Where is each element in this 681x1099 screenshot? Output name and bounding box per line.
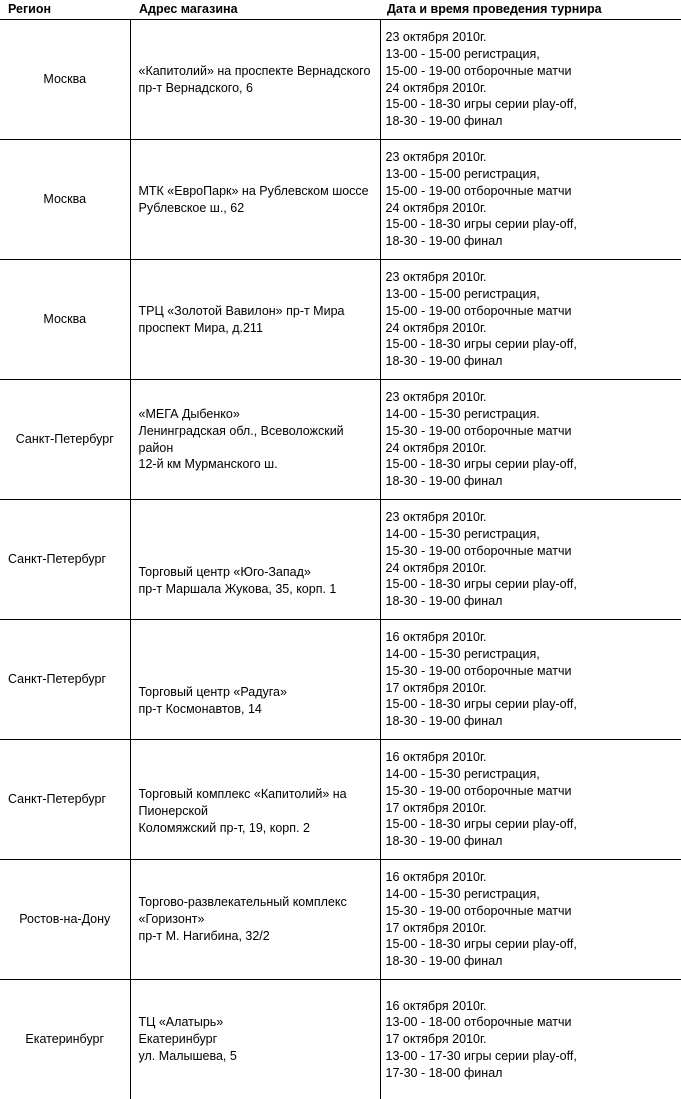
schedule-line: 15-00 - 18-30 игры серии play-off,	[386, 576, 681, 593]
schedule-line: 15-30 - 19-00 отборочные матчи	[386, 783, 681, 800]
schedule-line: 16 октября 2010г.	[386, 998, 681, 1015]
schedule-line: 24 октября 2010г.	[386, 560, 681, 577]
address-line: Торгово-развлекательный комплекс «Горизонт»	[139, 894, 374, 927]
region-text: Москва	[43, 72, 86, 86]
schedule-line: 15-00 - 19-00 отборочные матчи	[386, 303, 681, 320]
schedule-line: 23 октября 2010г.	[386, 509, 681, 526]
schedule-line: 13-00 - 15-00 регистрация,	[386, 166, 681, 183]
column-header-schedule: Дата и время проведения турнира	[387, 0, 602, 19]
address-line: «МЕГА Дыбенко»	[139, 406, 374, 423]
schedule-line: 13-00 - 15-00 регистрация,	[386, 46, 681, 63]
region-cell	[0, 260, 130, 380]
schedule-line: 24 октября 2010г.	[386, 200, 681, 217]
schedule-cell	[380, 620, 681, 740]
schedule-line: 13-00 - 15-00 регистрация,	[386, 286, 681, 303]
table-row	[0, 260, 681, 380]
address-line: Торговый центр «Юго-Запад»	[139, 564, 374, 581]
region-cell	[0, 620, 130, 740]
address-line: Торговый комплекс «Капитолий» на Пионерской	[139, 786, 374, 819]
schedule-cell	[380, 260, 681, 380]
schedule-line: 17 октября 2010г.	[386, 920, 681, 937]
schedule-line: 18-30 - 19-00 финал	[386, 833, 681, 850]
tournament-table	[0, 19, 681, 1099]
schedule-cell	[380, 740, 681, 860]
column-header-address: Адрес магазина	[139, 0, 238, 19]
address-line: «Капитолий» на проспекте Вернадского	[139, 63, 374, 80]
schedule-cell	[380, 980, 681, 1099]
address-line: Рублевское ш., 62	[139, 200, 374, 217]
schedule-line: 17 октября 2010г.	[386, 1031, 681, 1048]
schedule-line: 18-30 - 19-00 финал	[386, 593, 681, 610]
schedule-line: 15-30 - 19-00 отборочные матчи	[386, 423, 681, 440]
schedule-line: 15-00 - 19-00 отборочные матчи	[386, 183, 681, 200]
schedule-line: 15-00 - 18-30 игры серии play-off,	[386, 936, 681, 953]
address-line: Ленинградская обл., Всеволожский район	[139, 423, 374, 456]
address-line: ТЦ «Алатырь»	[139, 1014, 374, 1031]
schedule-line: 24 октября 2010г.	[386, 320, 681, 337]
schedule-line: 23 октября 2010г.	[386, 389, 681, 406]
schedule-line: 17-30 - 18-00 финал	[386, 1065, 681, 1082]
schedule-line: 15-30 - 19-00 отборочные матчи	[386, 903, 681, 920]
address-cell	[130, 380, 380, 500]
address-line: пр-т Космонавтов, 14	[139, 701, 374, 718]
table-body	[0, 20, 681, 1099]
schedule-line: 23 октября 2010г.	[386, 29, 681, 46]
region-cell	[0, 740, 130, 860]
schedule-cell	[380, 380, 681, 500]
schedule-line: 18-30 - 19-00 финал	[386, 953, 681, 970]
region-cell	[0, 980, 130, 1099]
schedule-line: 18-30 - 19-00 финал	[386, 233, 681, 250]
region-text: Санкт-Петербург	[0, 791, 130, 808]
schedule-line: 16 октября 2010г.	[386, 869, 681, 886]
schedule-line: 24 октября 2010г.	[386, 440, 681, 457]
table-row	[0, 20, 681, 140]
region-cell	[0, 860, 130, 980]
schedule-line: 15-00 - 18-30 игры серии play-off,	[386, 696, 681, 713]
schedule-line: 18-30 - 19-00 финал	[386, 473, 681, 490]
column-header-region: Регион	[8, 0, 51, 19]
address-cell	[130, 740, 380, 860]
address-line: ул. Малышева, 5	[139, 1048, 374, 1065]
region-cell	[0, 380, 130, 500]
address-cell	[130, 980, 380, 1099]
table-row	[0, 140, 681, 260]
schedule-line: 14-00 - 15-30 регистрация,	[386, 646, 681, 663]
region-text: Санкт-Петербург	[16, 432, 114, 446]
schedule-line: 23 октября 2010г.	[386, 149, 681, 166]
schedule-cell	[380, 140, 681, 260]
address-line: проспект Мира, д.211	[139, 320, 374, 337]
schedule-cell	[380, 20, 681, 140]
region-text: Ростов-на-Дону	[19, 912, 110, 926]
address-line: пр-т Маршала Жукова, 35, корп. 1	[139, 581, 374, 598]
address-line: 12-й км Мурманского ш.	[139, 456, 374, 473]
schedule-line: 15-30 - 19-00 отборочные матчи	[386, 543, 681, 560]
schedule-line: 18-30 - 19-00 финал	[386, 353, 681, 370]
address-line: ТРЦ «Золотой Вавилон» пр-т Мира	[139, 303, 374, 320]
schedule-cell	[380, 860, 681, 980]
region-text: Москва	[43, 312, 86, 326]
schedule-line: 15-00 - 18-30 игры серии play-off,	[386, 216, 681, 233]
address-line: МТК «ЕвроПарк» на Рублевском шоссе	[139, 183, 374, 200]
address-cell	[130, 620, 380, 740]
schedule-line: 15-00 - 18-30 игры серии play-off,	[386, 816, 681, 833]
schedule-line: 14-00 - 15-30 регистрация.	[386, 406, 681, 423]
region-text: Екатеринбург	[25, 1032, 104, 1046]
schedule-line: 24 октября 2010г.	[386, 80, 681, 97]
schedule-line: 23 октября 2010г.	[386, 269, 681, 286]
schedule-line: 17 октября 2010г.	[386, 680, 681, 697]
schedule-line: 14-00 - 15-30 регистрация,	[386, 766, 681, 783]
address-cell	[130, 140, 380, 260]
schedule-line: 15-00 - 18-30 игры серии play-off,	[386, 96, 681, 113]
region-text: Москва	[43, 192, 86, 206]
schedule-line: 16 октября 2010г.	[386, 749, 681, 766]
region-cell	[0, 500, 130, 620]
schedule-line: 18-30 - 19-00 финал	[386, 713, 681, 730]
address-cell	[130, 860, 380, 980]
region-text: Санкт-Петербург	[0, 671, 130, 688]
schedule-line: 13-00 - 17-30 игры серии play-off,	[386, 1048, 681, 1065]
address-line: Екатеринбург	[139, 1031, 374, 1048]
schedule-cell	[380, 500, 681, 620]
schedule-line: 15-00 - 19-00 отборочные матчи	[386, 63, 681, 80]
schedule-line: 15-00 - 18-30 игры серии play-off,	[386, 456, 681, 473]
address-line: пр-т М. Нагибина, 32/2	[139, 928, 374, 945]
schedule-line: 15-30 - 19-00 отборочные матчи	[386, 663, 681, 680]
table-row	[0, 860, 681, 980]
schedule-line: 16 октября 2010г.	[386, 629, 681, 646]
schedule-line: 13-00 - 18-00 отборочные матчи	[386, 1014, 681, 1031]
table-row	[0, 620, 681, 740]
region-cell	[0, 20, 130, 140]
region-text: Санкт-Петербург	[0, 551, 130, 568]
address-cell	[130, 260, 380, 380]
region-cell	[0, 140, 130, 260]
table-row	[0, 740, 681, 860]
table-row	[0, 980, 681, 1099]
schedule-line: 14-00 - 15-30 регистрация,	[386, 886, 681, 903]
address-line: Коломяжский пр-т, 19, корп. 2	[139, 820, 374, 837]
schedule-line: 17 октября 2010г.	[386, 800, 681, 817]
address-cell	[130, 500, 380, 620]
schedule-line: 14-00 - 15-30 регистрация,	[386, 526, 681, 543]
address-line: Торговый центр «Радуга»	[139, 684, 374, 701]
schedule-line: 18-30 - 19-00 финал	[386, 113, 681, 130]
address-cell	[130, 20, 380, 140]
table-row	[0, 500, 681, 620]
schedule-line: 15-00 - 18-30 игры серии play-off,	[386, 336, 681, 353]
table-row	[0, 380, 681, 500]
address-line: пр-т Вернадского, 6	[139, 80, 374, 97]
